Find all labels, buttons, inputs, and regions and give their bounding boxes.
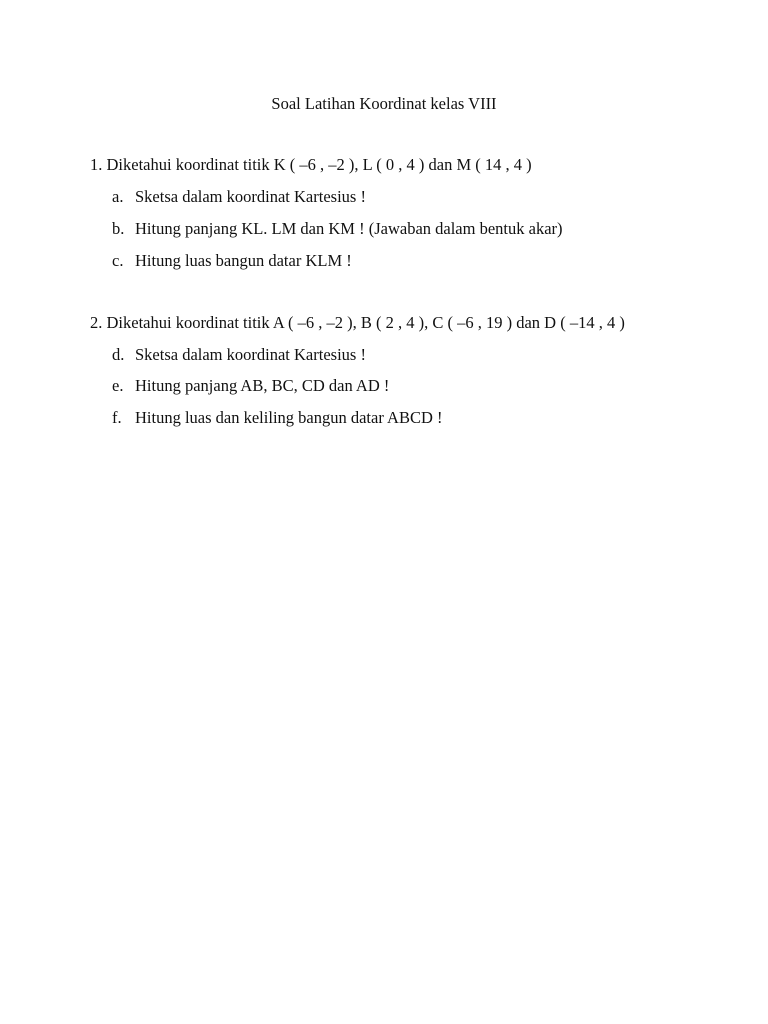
item-text: Hitung panjang KL. LM dan KM ! (Jawaban dalam bentuk akar) — [135, 219, 563, 238]
item-text: Hitung panjang AB, BC, CD dan AD ! — [135, 376, 390, 395]
item-letter: b. — [112, 219, 125, 238]
question-2-text: Diketahui koordinat titik A ( –6 , –2 ), B ( 2 , 4 ), C ( –6 , 19 ) dan D ( –14 , 4 ) — [106, 313, 625, 332]
item-letter: c. — [112, 251, 124, 270]
question-2-item-d — [112, 345, 366, 365]
item-text: Hitung luas dan keliling bangun datar ABCD ! — [135, 408, 443, 427]
question-1-item-c — [112, 251, 352, 271]
question-1 — [90, 155, 532, 175]
document-title: Soal Latihan Koordinat kelas VIII — [271, 94, 497, 113]
question-2 — [90, 313, 625, 333]
item-text: Sketsa dalam koordinat Kartesius ! — [135, 345, 366, 364]
question-1-item-a — [112, 187, 366, 207]
item-letter: e. — [112, 376, 124, 395]
item-letter: f. — [112, 408, 122, 427]
item-text: Hitung luas bangun datar KLM ! — [135, 251, 352, 270]
question-1-item-b — [112, 219, 563, 239]
item-letter: d. — [112, 345, 125, 364]
question-2-item-f — [112, 408, 443, 428]
question-2-number: 2. — [90, 313, 103, 332]
question-2-item-e — [112, 376, 389, 396]
item-text: Sketsa dalam koordinat Kartesius ! — [135, 187, 366, 206]
item-letter: a. — [112, 187, 124, 206]
question-1-number: 1. — [90, 155, 103, 174]
question-1-text: Diketahui koordinat titik K ( –6 , –2 ), L ( 0 , 4 ) dan M ( 14 , 4 ) — [106, 155, 532, 174]
